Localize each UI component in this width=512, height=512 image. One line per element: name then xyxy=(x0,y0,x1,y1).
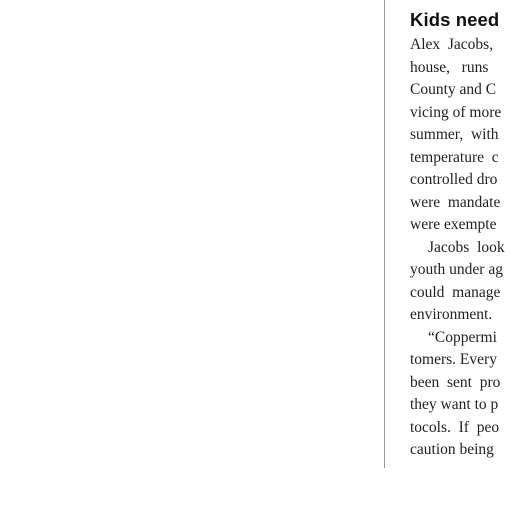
body-line: were exempte xyxy=(410,216,497,233)
article-column xyxy=(410,10,512,462)
body-line: temperature c xyxy=(410,148,499,166)
body-line: County and C xyxy=(410,81,497,98)
body-line: controlled dro xyxy=(410,171,498,188)
body-line: “Coppermi xyxy=(428,328,497,346)
body-line: youth under ag xyxy=(410,261,503,278)
body-line: tomers. Every xyxy=(410,351,497,368)
body-line: could manage xyxy=(410,283,501,301)
body-line: been sent pro xyxy=(410,373,501,391)
article-headline: Kids need xyxy=(410,9,500,30)
column-divider xyxy=(384,0,385,468)
body-line: Alex Jacobs, xyxy=(410,36,494,53)
body-line: caution being xyxy=(410,441,494,458)
body-line: tocols. If peo xyxy=(410,418,500,436)
body-line: they want to p xyxy=(410,396,499,413)
body-line: were mandate xyxy=(410,193,501,211)
body-line: environment. xyxy=(410,306,493,323)
body-line: summer, with xyxy=(410,126,499,143)
body-line: Jacobs look xyxy=(428,238,505,256)
body-line: vicing of more xyxy=(410,103,502,121)
body-line: house, runs xyxy=(410,58,489,76)
